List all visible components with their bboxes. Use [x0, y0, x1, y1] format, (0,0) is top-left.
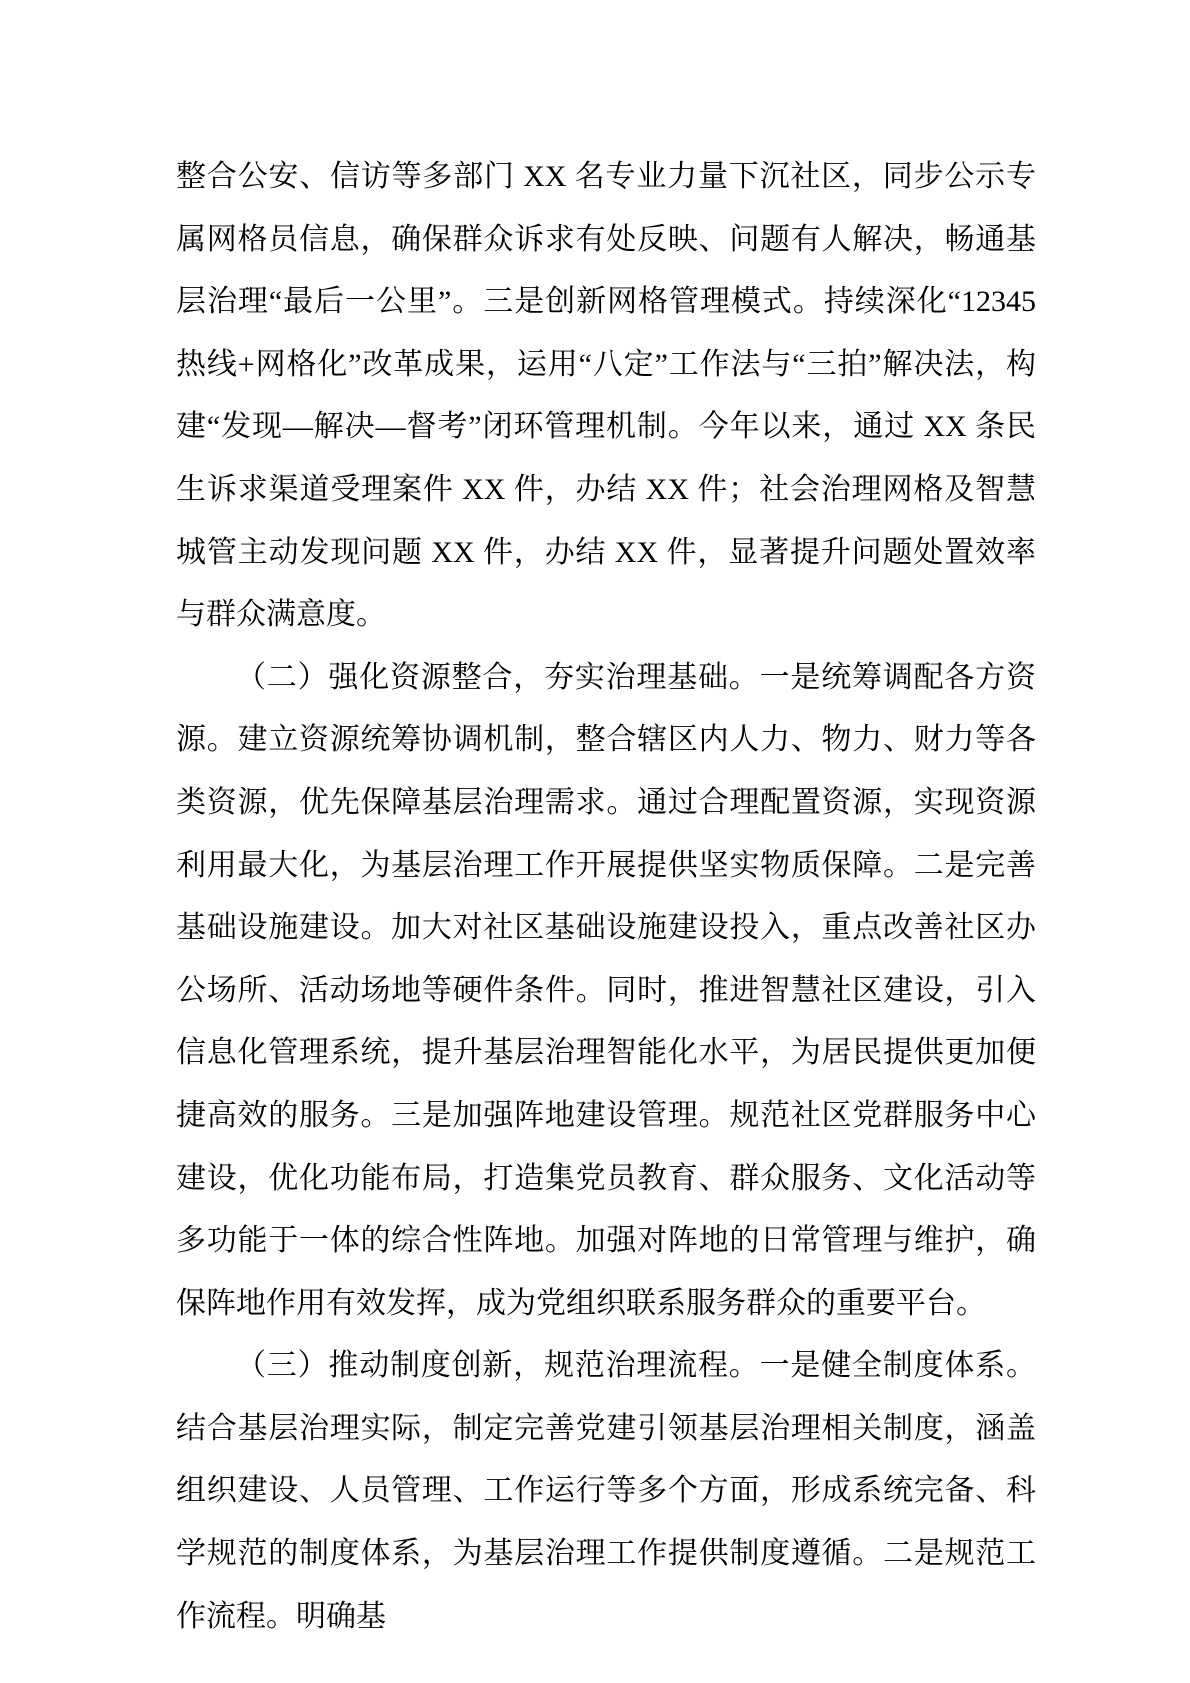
- document-body-text: [176, 146, 1036, 1648]
- paragraph-continuation: 整合公安、信访等多部门 XX 名专业力量下沉社区，同步公示专属网格员信息，确保群众诉求有处反映、问题有人解决，畅通基层治理“最后一公里”。三是创新网格管理模式。持续深化“12345 热线+网格化”改革成果，运用“八定”工作法与“三拍”解决法，构建“发现—解决—督考”闭环管理机制。今年以来，通过 XX 条民生诉求渠道受理案件 XX 件，办结 XX 件；社会治理网格及智慧城管主动发现问题 XX 件，办结 XX 件，显著提升问题处置效率与群众满意度。: [176, 160, 1036, 632]
- paragraph-section-2: （二）强化资源整合，夯实治理基础。一是统筹调配各方资源。建立资源统筹协调机制，整合辖区内人力、物力、财力等各类资源，优先保障基层治理需求。通过合理配置资源，实现资源利用最大化，为基层治理工作开展提供坚实物质保障。二是完善基础设施建设。加大对社区基础设施建设投入，重点改善社区办公场所、活动场地等硬件条件。同时，推进智慧社区建设，引入信息化管理系统，提升基层治理智能化水平，为居民提供更加便捷高效的服务。三是加强阵地建设管理。规范社区党群服务中心建设，优化功能布局，打造集党员教育、群众服务、文化活动等多功能于一体的综合性阵地。加强对阵地的日常管理与维护，确保阵地作用有效发挥，成为党组织联系服务群众的重要平台。: [176, 660, 1036, 1320]
- paragraph-section-3: （三）推动制度创新，规范治理流程。一是健全制度体系。结合基层治理实际，制定完善党建引领基层治理相关制度，涵盖组织建设、人员管理、工作运行等多个方面，形成系统完备、科学规范的制度体系，为基层治理工作提供制度遵循。二是规范工作流程。明确基: [176, 1349, 1036, 1633]
